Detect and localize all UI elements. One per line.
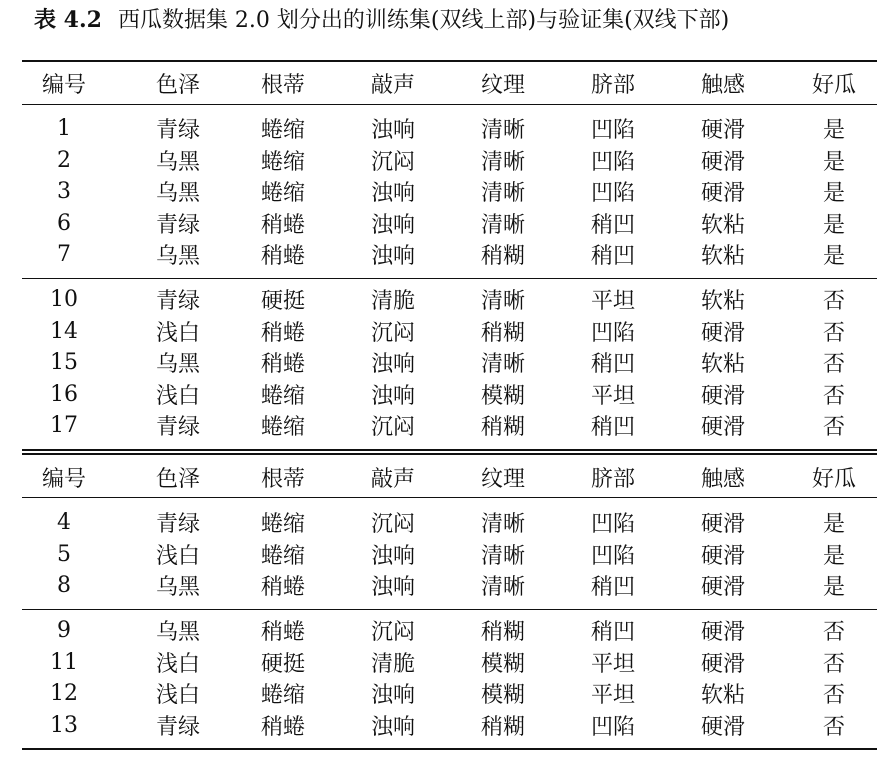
cell-navel: 凹陷: [590, 118, 635, 144]
header-touch: 触感: [700, 72, 745, 98]
header-id: 编号: [41, 72, 86, 98]
cell-root: 蜷缩: [260, 118, 305, 144]
table-row: [0, 145, 890, 177]
class-divider-validation: [22, 609, 877, 610]
cell-touch: 硬滑: [700, 714, 745, 740]
table-row: [0, 678, 890, 710]
cell-sound: 浊响: [370, 212, 415, 238]
cell-label: 否: [822, 714, 845, 740]
cell-navel: 稍凹: [590, 244, 635, 270]
cell-touch: 软粘: [700, 289, 745, 315]
table-row: [0, 208, 890, 240]
cell-sound: 沉闷: [370, 620, 415, 646]
cell-label: 否: [822, 683, 845, 709]
cell-touch: 硬滑: [700, 512, 745, 538]
header-sound: 敲声: [370, 466, 415, 492]
cell-id: 8: [57, 573, 71, 599]
header-color: 色泽: [155, 466, 200, 492]
cell-texture: 清晰: [480, 352, 525, 378]
cell-texture: 清晰: [480, 543, 525, 569]
cell-texture: 模糊: [480, 683, 525, 709]
cell-color: 浅白: [155, 651, 200, 677]
header-navel: 脐部: [590, 466, 635, 492]
cell-touch: 硬滑: [700, 415, 745, 441]
header-color: 色泽: [155, 72, 200, 98]
cell-color: 青绿: [155, 118, 200, 144]
cell-navel: 平坦: [590, 289, 635, 315]
cell-color: 青绿: [155, 212, 200, 238]
cell-id: 7: [57, 242, 71, 268]
cell-texture: 稍糊: [480, 320, 525, 346]
cell-sound: 浊响: [370, 714, 415, 740]
training-negative-rows: [0, 284, 890, 442]
cell-root: 蜷缩: [260, 149, 305, 175]
cell-id: 5: [57, 541, 71, 567]
cell-sound: 清脆: [370, 651, 415, 677]
header-touch: 触感: [700, 466, 745, 492]
cell-sound: 沉闷: [370, 512, 415, 538]
cell-label: 是: [822, 244, 845, 270]
cell-texture: 稍糊: [480, 620, 525, 646]
table-row: [0, 239, 890, 271]
cell-id: 6: [57, 210, 71, 236]
cell-root: 蜷缩: [260, 512, 305, 538]
cell-navel: 稍凹: [590, 212, 635, 238]
cell-color: 青绿: [155, 289, 200, 315]
cell-touch: 软粘: [700, 244, 745, 270]
cell-id: 13: [50, 712, 78, 738]
table-row: [0, 113, 890, 145]
cell-label: 否: [822, 289, 845, 315]
cell-texture: 清晰: [480, 118, 525, 144]
cell-root: 硬挺: [260, 289, 305, 315]
table-caption: [34, 4, 729, 37]
table-row: [0, 176, 890, 208]
cell-label: 否: [822, 383, 845, 409]
validation-header: [0, 455, 890, 499]
validation-negative-rows: [0, 615, 890, 741]
cell-navel: 凹陷: [590, 543, 635, 569]
double-rule-upper: [22, 449, 877, 451]
cell-navel: 稍凹: [590, 620, 635, 646]
table-row: [0, 410, 890, 442]
cell-id: 10: [50, 287, 78, 313]
cell-navel: 凹陷: [590, 714, 635, 740]
cell-root: 稍蜷: [260, 352, 305, 378]
table-row: [0, 507, 890, 539]
cell-navel: 凹陷: [590, 181, 635, 207]
cell-sound: 浊响: [370, 181, 415, 207]
header-root: 根蒂: [260, 72, 305, 98]
cell-sound: 沉闷: [370, 415, 415, 441]
cell-color: 青绿: [155, 512, 200, 538]
cell-texture: 稍糊: [480, 244, 525, 270]
cell-label: 否: [822, 352, 845, 378]
cell-color: 乌黑: [155, 181, 200, 207]
cell-root: 稍蜷: [260, 714, 305, 740]
cell-texture: 稍糊: [480, 714, 525, 740]
cell-color: 青绿: [155, 415, 200, 441]
cell-texture: 稍糊: [480, 415, 525, 441]
cell-color: 浅白: [155, 320, 200, 346]
cell-touch: 硬滑: [700, 149, 745, 175]
cell-sound: 浊响: [370, 352, 415, 378]
cell-texture: 清晰: [480, 212, 525, 238]
cell-texture: 模糊: [480, 383, 525, 409]
table-row: [0, 316, 890, 348]
cell-label: 是: [822, 212, 845, 238]
cell-sound: 浊响: [370, 575, 415, 601]
cell-label: 是: [822, 575, 845, 601]
cell-touch: 硬滑: [700, 383, 745, 409]
cell-root: 稍蜷: [260, 575, 305, 601]
cell-navel: 稍凹: [590, 415, 635, 441]
header-navel: 脐部: [590, 72, 635, 98]
cell-root: 蜷缩: [260, 383, 305, 409]
cell-touch: 硬滑: [700, 651, 745, 677]
cell-id: 16: [50, 381, 78, 407]
cell-root: 蜷缩: [260, 683, 305, 709]
cell-id: 12: [50, 681, 78, 707]
cell-label: 是: [822, 118, 845, 144]
validation-positive-rows: [0, 507, 890, 602]
cell-root: 蜷缩: [260, 181, 305, 207]
cell-id: 17: [50, 413, 78, 439]
cell-navel: 稍凹: [590, 352, 635, 378]
table-row: [0, 379, 890, 411]
cell-root: 稍蜷: [260, 320, 305, 346]
header-label: 好瓜: [811, 72, 856, 98]
cell-touch: 硬滑: [700, 575, 745, 601]
table-row: [0, 710, 890, 742]
cell-sound: 浊响: [370, 118, 415, 144]
cell-root: 硬挺: [260, 651, 305, 677]
cell-texture: 清晰: [480, 512, 525, 538]
cell-navel: 平坦: [590, 683, 635, 709]
bottom-rule: [22, 748, 877, 750]
cell-id: 14: [50, 318, 78, 344]
cell-touch: 硬滑: [700, 320, 745, 346]
cell-navel: 凹陷: [590, 149, 635, 175]
cell-touch: 软粘: [700, 352, 745, 378]
cell-label: 否: [822, 320, 845, 346]
cell-label: 是: [822, 512, 845, 538]
cell-texture: 清晰: [480, 181, 525, 207]
cell-label: 是: [822, 149, 845, 175]
cell-label: 否: [822, 415, 845, 441]
cell-sound: 浊响: [370, 383, 415, 409]
header-id: 编号: [41, 466, 86, 492]
cell-touch: 硬滑: [700, 181, 745, 207]
table-row: [0, 570, 890, 602]
cell-touch: 硬滑: [700, 543, 745, 569]
cell-id: 4: [57, 510, 71, 536]
header-texture: 纹理: [480, 72, 525, 98]
cell-id: 2: [57, 147, 71, 173]
training-header: [0, 61, 890, 105]
cell-label: 否: [822, 651, 845, 677]
cell-id: 1: [57, 116, 71, 142]
table-row: [0, 284, 890, 316]
cell-texture: 清晰: [480, 289, 525, 315]
cell-color: 乌黑: [155, 149, 200, 175]
table-number: 表 4.2: [34, 7, 102, 33]
cell-color: 浅白: [155, 383, 200, 409]
cell-root: 蜷缩: [260, 415, 305, 441]
class-divider-training: [22, 278, 877, 279]
cell-sound: 浊响: [370, 244, 415, 270]
cell-color: 乌黑: [155, 575, 200, 601]
table-row: [0, 539, 890, 571]
cell-root: 稍蜷: [260, 244, 305, 270]
table-row: [0, 615, 890, 647]
header-label: 好瓜: [811, 466, 856, 492]
cell-navel: 平坦: [590, 651, 635, 677]
cell-color: 青绿: [155, 714, 200, 740]
cell-label: 是: [822, 543, 845, 569]
cell-label: 否: [822, 620, 845, 646]
cell-sound: 清脆: [370, 289, 415, 315]
cell-id: 15: [50, 350, 78, 376]
header-sound: 敲声: [370, 72, 415, 98]
cell-sound: 浊响: [370, 543, 415, 569]
cell-color: 浅白: [155, 683, 200, 709]
cell-touch: 硬滑: [700, 118, 745, 144]
cell-touch: 硬滑: [700, 620, 745, 646]
cell-navel: 凹陷: [590, 320, 635, 346]
cell-navel: 凹陷: [590, 512, 635, 538]
cell-label: 是: [822, 181, 845, 207]
cell-texture: 模糊: [480, 651, 525, 677]
cell-sound: 浊响: [370, 683, 415, 709]
header-root: 根蒂: [260, 466, 305, 492]
cell-root: 稍蜷: [260, 212, 305, 238]
cell-color: 浅白: [155, 543, 200, 569]
table-title: 西瓜数据集 2.0 划分出的训练集(双线上部)与验证集(双线下部): [117, 8, 730, 33]
cell-color: 乌黑: [155, 352, 200, 378]
cell-id: 11: [50, 649, 78, 675]
cell-touch: 软粘: [700, 683, 745, 709]
cell-touch: 软粘: [700, 212, 745, 238]
cell-id: 9: [57, 618, 71, 644]
cell-color: 乌黑: [155, 620, 200, 646]
cell-root: 稍蜷: [260, 620, 305, 646]
header-texture: 纹理: [480, 466, 525, 492]
cell-texture: 清晰: [480, 575, 525, 601]
training-positive-rows: [0, 113, 890, 271]
cell-texture: 清晰: [480, 149, 525, 175]
cell-root: 蜷缩: [260, 543, 305, 569]
cell-sound: 沉闷: [370, 320, 415, 346]
cell-navel: 平坦: [590, 383, 635, 409]
cell-color: 乌黑: [155, 244, 200, 270]
cell-id: 3: [57, 179, 71, 205]
table-row: [0, 647, 890, 679]
table-row: [0, 347, 890, 379]
cell-navel: 稍凹: [590, 575, 635, 601]
cell-sound: 沉闷: [370, 149, 415, 175]
